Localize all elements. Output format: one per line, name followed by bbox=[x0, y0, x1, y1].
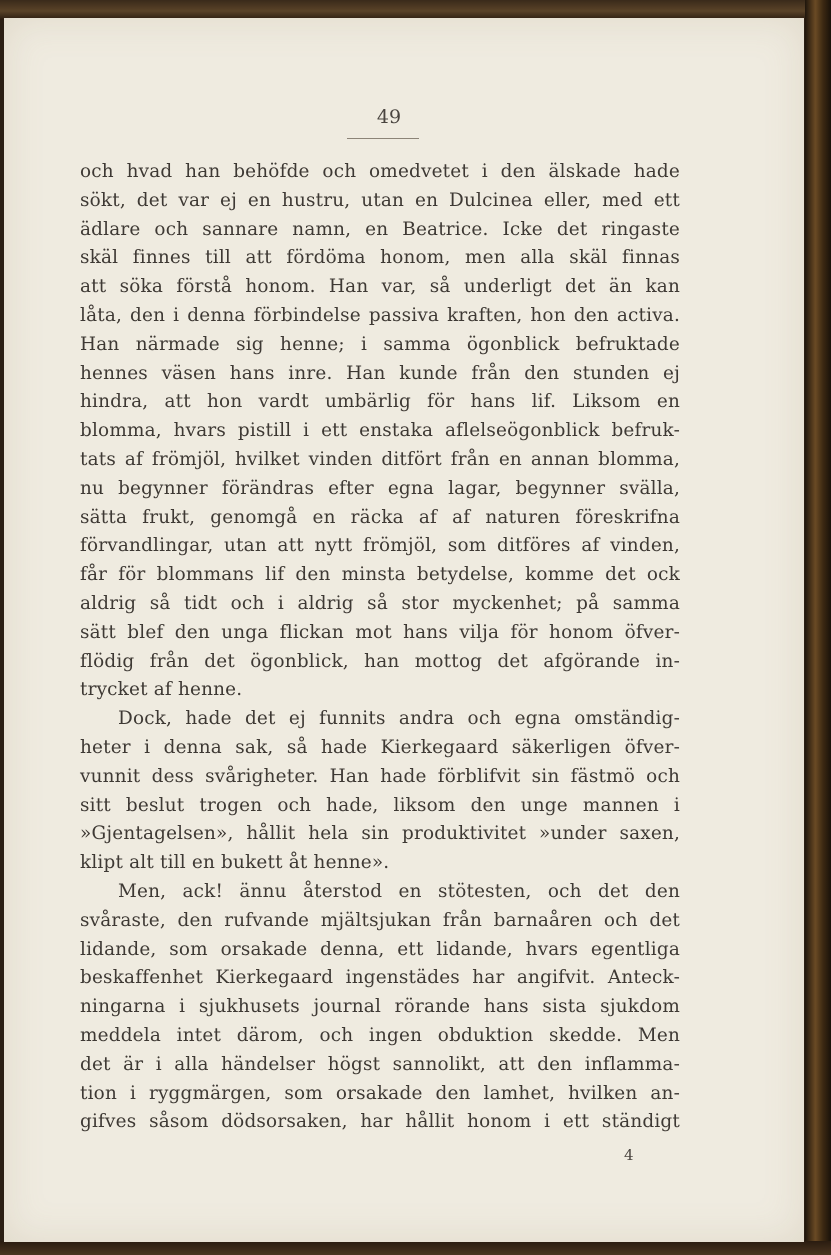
book-binding-bottom bbox=[0, 1241, 831, 1255]
text-line: tion i ryggmärgen, som orsakade den lamhet, hvilken an- bbox=[80, 1082, 680, 1104]
text-line: svåraste, den rufvande mjältsjukan från barnaåren och det bbox=[80, 909, 680, 931]
paragraph-2 bbox=[80, 705, 680, 878]
page-number: 49 bbox=[376, 106, 402, 128]
text-line: lidande, som orsakade denna, ett lidande, hvars egentliga bbox=[80, 938, 680, 960]
text-line: blomma, hvars pistill i ett enstaka aflelseögonblick befruk- bbox=[80, 420, 680, 442]
text-line: det är i alla händelser högst sannolikt, att den inflamma- bbox=[80, 1053, 680, 1075]
text-line: trycket af henne. bbox=[80, 679, 243, 701]
text-line: sökt, det var ej en hustru, utan en Dulcinea eller, med ett bbox=[80, 189, 680, 211]
text-line: ningarna i sjukhusets journal rörande hans sista sjukdom bbox=[80, 996, 680, 1018]
text-line: sitt beslut trogen och hade, liksom den unge mannen i bbox=[80, 794, 680, 816]
text-line: vunnit dess svårigheter. Han hade förblifvit sin fästmö och bbox=[80, 765, 680, 787]
text-line: gifves såsom dödsorsaken, har hållit honom i ett ständigt bbox=[80, 1111, 680, 1133]
paragraph-1 bbox=[80, 158, 680, 705]
text-line: Dock, hade det ej funnits andra och egna omständig- bbox=[118, 708, 680, 730]
text-line: låta, den i denna förbindelse passiva kraften, hon den activa. bbox=[80, 304, 680, 326]
body-text bbox=[80, 158, 680, 1137]
text-line: meddela intet därom, och ingen obduktion skedde. Men bbox=[80, 1024, 680, 1046]
text-line: sätt blef den unga flickan mot hans vilja för honom öfver- bbox=[80, 621, 680, 643]
paragraph-3 bbox=[80, 878, 680, 1137]
text-line: hindra, att hon vardt umbärlig för hans lif. Liksom en bbox=[80, 391, 680, 413]
text-line: Men, ack! ännu återstod en stötesten, och det den bbox=[118, 880, 680, 902]
text-line: tats af frömjöl, hvilket vinden ditfört från en annan blomma, bbox=[80, 448, 680, 470]
text-line: sätta frukt, genomgå en räcka af af naturen föreskrifna bbox=[80, 506, 680, 528]
text-line: heter i denna sak, så hade Kierkegaard säkerligen öfver- bbox=[80, 736, 680, 758]
page-number-rule bbox=[347, 138, 419, 139]
text-line: Han närmade sig henne; i samma ögonblick befruktade bbox=[80, 333, 680, 355]
text-line: får för blommans lif den minsta betydelse, komme det ock bbox=[80, 564, 680, 586]
book-binding-top bbox=[0, 0, 831, 20]
text-line: ädlare och sannare namn, en Beatrice. Icke det ringaste bbox=[80, 218, 680, 240]
text-line: nu begynner förändras efter egna lagar, begynner svälla, bbox=[80, 477, 680, 499]
text-line: »Gjentagelsen», hållit hela sin produktivitet »under saxen, bbox=[80, 823, 680, 845]
text-line: skäl finnes till att fördöma honom, men alla skäl finnas bbox=[80, 247, 680, 269]
text-line: aldrig så tidt och i aldrig så stor myckenhet; på samma bbox=[80, 592, 680, 614]
text-line: hennes väsen hans inre. Han kunde från den stunden ej bbox=[80, 362, 680, 384]
text-line: och hvad han behöfde och omedvetet i den älskade hade bbox=[80, 161, 680, 182]
book-binding-spine bbox=[805, 0, 831, 1255]
text-line: förvandlingar, utan att nytt frömjöl, som ditföres af vinden, bbox=[80, 535, 680, 557]
text-line: klipt alt till en bukett åt henne». bbox=[80, 852, 390, 874]
paper-sheet bbox=[4, 18, 804, 1242]
text-line: beskaffenhet Kierkegaard ingenstädes har angifvit. Anteck- bbox=[80, 967, 680, 989]
text-line: flödig från det ögonblick, han mottog det afgörande in- bbox=[80, 650, 680, 672]
text-line: att söka förstå honom. Han var, så underligt det än kan bbox=[80, 276, 680, 298]
signature-mark: 4 bbox=[624, 1146, 634, 1164]
